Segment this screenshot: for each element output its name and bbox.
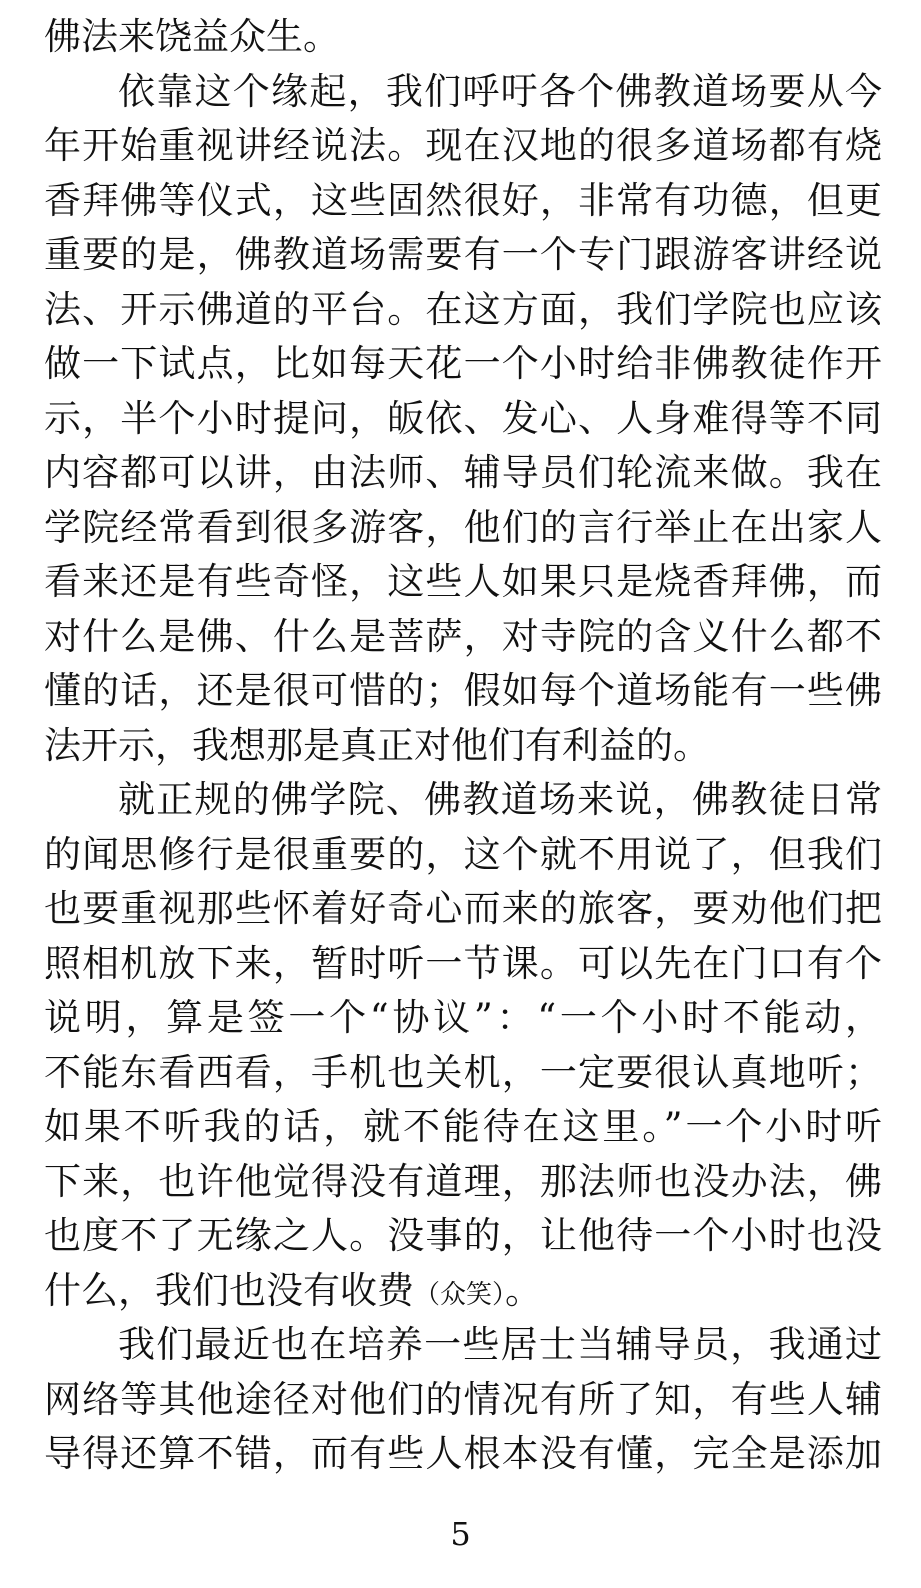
line-main-text: 什么，我们也没有收费	[44, 1268, 414, 1312]
text-line: 也度不了无缘之人。没事的，让他待一个小时也没	[44, 1214, 882, 1257]
text-line: 示，半个小时提问，皈依、发心、人身难得等不同	[44, 396, 882, 440]
text-line: 佛法来饶益众生。	[44, 15, 340, 58]
text-line: 下来，也许他觉得没有道理，那法师也没办法，佛	[44, 1159, 882, 1203]
paragraph-start-line: 我们最近也在培养一些居士当辅导员，我通过	[118, 1323, 882, 1366]
text-line: 对什么是佛、什么是菩萨，对寺院的含义什么都不	[44, 614, 882, 658]
text-line: 法、开示佛道的平台。在这方面，我们学院也应该	[44, 287, 882, 331]
text-line: 看来还是有些奇怪，这些人如果只是烧香拜佛，而	[44, 560, 882, 603]
text-line: 年开始重视讲经说法。现在汉地的很多道场都有烧	[44, 124, 882, 167]
text-line: 网络等其他途径对他们的情况有所了知，有些人辅	[44, 1377, 882, 1421]
text-line: 学院经常看到很多游客，他们的言行举止在出家人	[44, 505, 882, 549]
text-line: 做一下试点，比如每天花一个小时给非佛教徒作开	[44, 342, 882, 385]
text-line: 香拜佛等仪式，这些固然很好，非常有功德，但更	[44, 178, 882, 222]
text-line: 照相机放下来，暂时听一节课。可以先在门口有个	[44, 941, 882, 985]
line-end-punctuation: 。	[505, 1268, 543, 1312]
paragraph-start-line: 就正规的佛学院、佛教道场来说，佛教徒日常	[118, 778, 882, 821]
text-line: 导得还算不错，而有些人根本没有懂，完全是添加	[44, 1432, 882, 1475]
text-line: 说明，算是签一个“协议”：“一个小时不能动，	[44, 996, 882, 1039]
text-line: 懂的话，还是很可惜的；假如每个道场能有一些佛	[44, 669, 882, 712]
text-line: 的闻思修行是很重要的，这个就不用说了，但我们	[44, 832, 882, 876]
text-line: 重要的是，佛教道场需要有一个专门跟游客讲经说	[44, 233, 882, 276]
text-line-with-aside	[44, 1264, 882, 1319]
text-line: 法开示，我想那是真正对他们有利益的。	[44, 723, 710, 767]
text-line: 如果不听我的话，就不能待在这里。”一个小时听	[44, 1105, 882, 1148]
text-line: 不能东看西看，手机也关机，一定要很认真地听；	[44, 1050, 882, 1094]
paragraph-start-line: 依靠这个缘起，我们呼吁各个佛教道场要从今	[118, 69, 882, 113]
text-line: 也要重视那些怀着好奇心而来的旅客，要劝他们把	[44, 887, 882, 930]
text-line: 内容都可以讲，由法师、辅导员们轮流来做。我在	[44, 451, 882, 494]
audience-laughter-note: （众笑）	[414, 1279, 506, 1310]
body-text	[44, 10, 882, 1482]
page-number: 5	[450, 1515, 471, 1553]
